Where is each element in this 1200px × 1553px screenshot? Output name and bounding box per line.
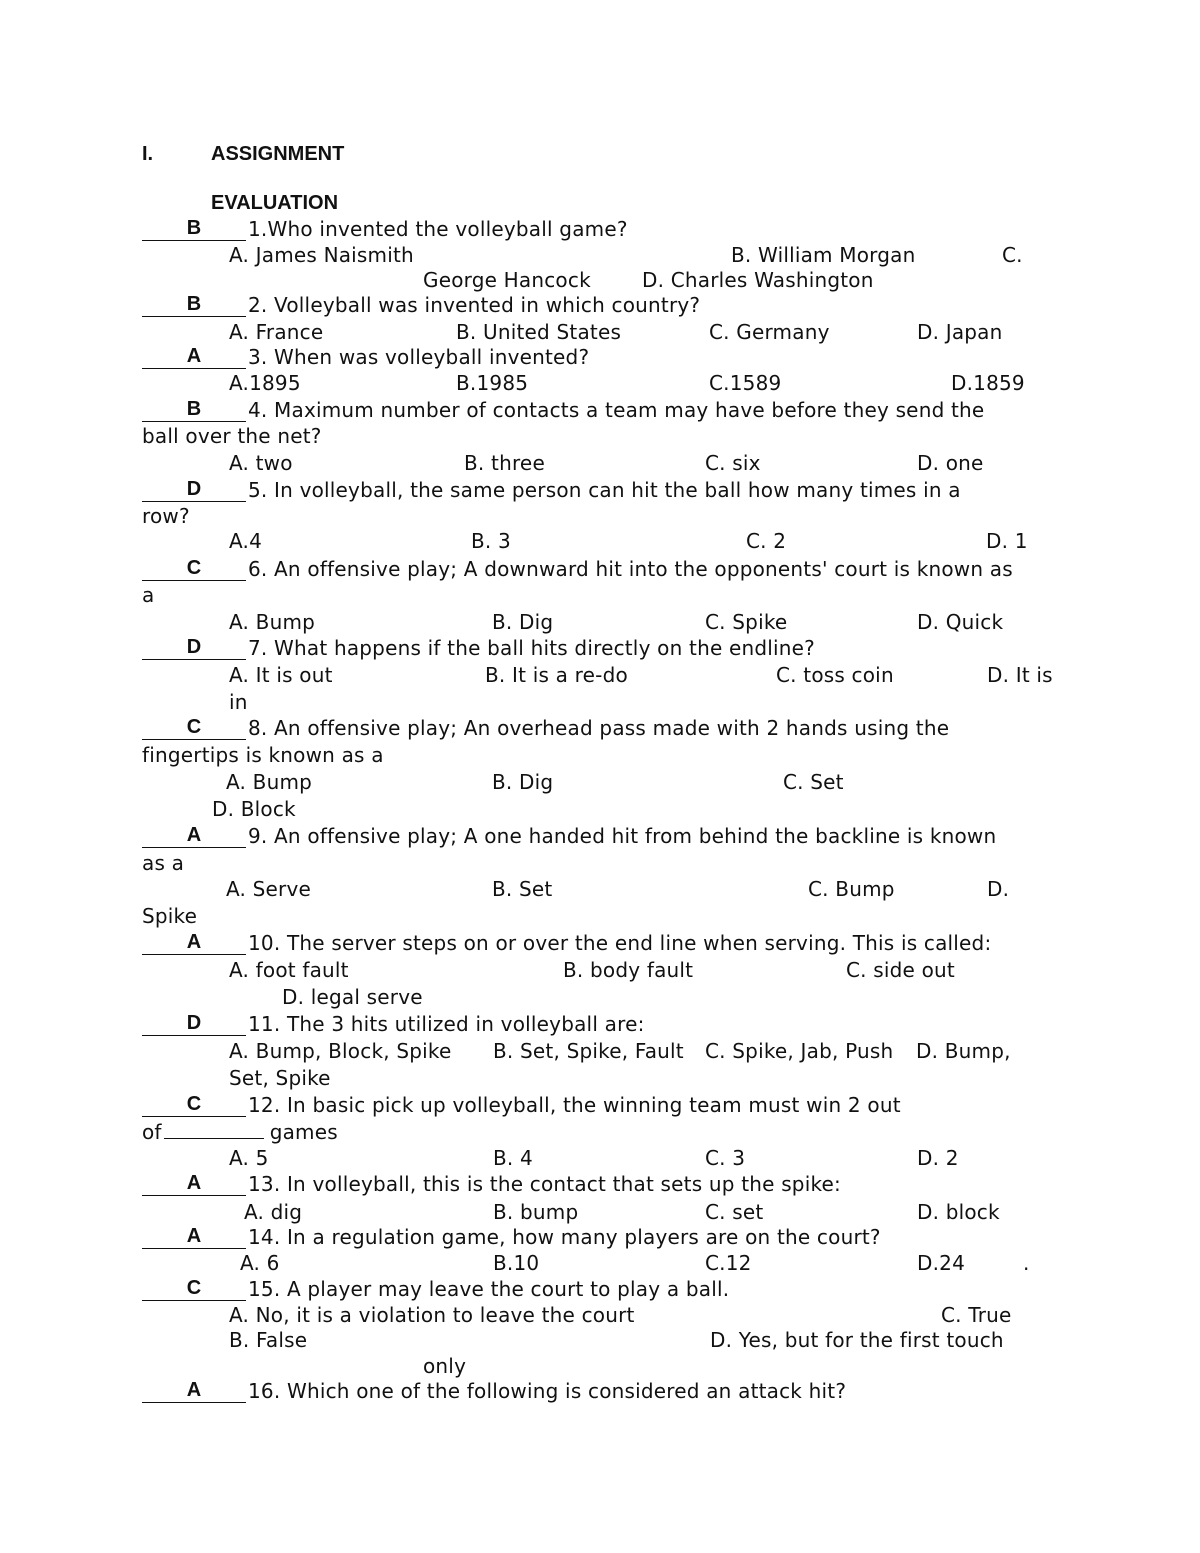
option: C. 2 bbox=[746, 529, 787, 553]
option: B. Dig bbox=[492, 610, 554, 634]
question-text: 9. An offensive play; A one handed hit from behind the backline is known bbox=[248, 824, 997, 848]
option: A. 6 bbox=[240, 1251, 280, 1275]
option: A. Serve bbox=[226, 877, 312, 901]
option: B.1985 bbox=[456, 371, 529, 395]
option: B. Set bbox=[492, 877, 553, 901]
answer-blank: C bbox=[142, 1092, 246, 1117]
fill-in-blank bbox=[164, 1120, 264, 1139]
option: C. Spike bbox=[705, 610, 788, 634]
option: C. six bbox=[705, 451, 761, 475]
option: Spike bbox=[142, 904, 198, 928]
option: C. bbox=[1002, 243, 1023, 267]
option: C. toss coin bbox=[776, 663, 894, 687]
option: D.24 bbox=[917, 1251, 966, 1275]
option: D. Bump, bbox=[916, 1039, 1011, 1063]
option: B. 3 bbox=[471, 529, 511, 553]
section-subtitle: EVALUATION bbox=[211, 192, 339, 214]
question-text: 5. In volleyball, the same person can hit the ball how many times in a bbox=[248, 478, 961, 502]
option: C. side out bbox=[846, 958, 955, 982]
option: D. Charles Washington bbox=[642, 268, 874, 292]
option: D. Quick bbox=[917, 610, 1004, 634]
answer-blank: D bbox=[142, 635, 246, 660]
question-text-cont: a bbox=[142, 583, 155, 607]
option: C. 3 bbox=[705, 1146, 746, 1170]
option: A. It is out bbox=[229, 663, 333, 687]
question-text: 14. In a regulation game, how many players are on the court? bbox=[248, 1225, 881, 1249]
answer-blank: C bbox=[142, 1276, 246, 1301]
option: A. dig bbox=[244, 1200, 303, 1224]
option: C. True bbox=[941, 1303, 1012, 1327]
option: D. 2 bbox=[917, 1146, 959, 1170]
option: D. Yes, but for the first touch bbox=[710, 1328, 1004, 1352]
question-text-cont bbox=[142, 1119, 338, 1145]
option: D. Japan bbox=[917, 320, 1003, 344]
option: A.1895 bbox=[229, 371, 301, 395]
option: D. It is bbox=[987, 663, 1053, 687]
option: B. Set, Spike, Fault bbox=[493, 1039, 684, 1063]
option: A.4 bbox=[229, 529, 263, 553]
option: C.12 bbox=[705, 1251, 752, 1275]
option: D. block bbox=[917, 1200, 1000, 1224]
option: Set, Spike bbox=[229, 1066, 331, 1090]
answer-blank: A bbox=[142, 1171, 246, 1196]
answer-blank: D bbox=[142, 477, 246, 502]
question-text: 13. In volleyball, this is the contact that sets up the spike: bbox=[248, 1172, 841, 1196]
answer-blank: C bbox=[142, 556, 246, 581]
answer-blank: B bbox=[142, 292, 246, 317]
question-text-cont: ball over the net? bbox=[142, 424, 322, 448]
option: in bbox=[229, 690, 248, 714]
option: B. False bbox=[229, 1328, 308, 1352]
option: C. Set bbox=[783, 770, 844, 794]
option: C. Spike, Jab, Push bbox=[705, 1039, 894, 1063]
option: C.1589 bbox=[709, 371, 782, 395]
question-text-cont: as a bbox=[142, 851, 185, 875]
answer-blank: D bbox=[142, 1011, 246, 1036]
option: B. William Morgan bbox=[731, 243, 916, 267]
option: A. James Naismith bbox=[229, 243, 414, 267]
answer-blank: A bbox=[142, 1378, 246, 1403]
option: B. It is a re-do bbox=[485, 663, 628, 687]
option: B. United States bbox=[456, 320, 622, 344]
option: C. Bump bbox=[808, 877, 895, 901]
section-numeral: I. bbox=[142, 143, 154, 165]
option: D.1859 bbox=[951, 371, 1025, 395]
option: B. Dig bbox=[492, 770, 554, 794]
option: A. two bbox=[229, 451, 293, 475]
option: only bbox=[423, 1354, 467, 1378]
answer-blank: A bbox=[142, 344, 246, 369]
option: D. one bbox=[917, 451, 984, 475]
answer-blank: A bbox=[142, 823, 246, 848]
option: D. Block bbox=[212, 797, 296, 821]
option: B. 4 bbox=[493, 1146, 533, 1170]
option: A. No, it is a violation to leave the court bbox=[229, 1303, 635, 1327]
section-title: ASSIGNMENT bbox=[211, 143, 345, 165]
option: B. body fault bbox=[563, 958, 694, 982]
option: D. bbox=[987, 877, 1010, 901]
question-text: 1.Who invented the volleyball game? bbox=[248, 217, 628, 241]
cont-pre: of bbox=[142, 1120, 162, 1144]
answer-blank: B bbox=[142, 397, 246, 422]
option: A. 5 bbox=[229, 1146, 269, 1170]
question-text: 3. When was volleyball invented? bbox=[248, 345, 590, 369]
option: A. France bbox=[229, 320, 324, 344]
answer-blank: A bbox=[142, 1224, 246, 1249]
cont-post: games bbox=[269, 1120, 338, 1144]
option: C. set bbox=[705, 1200, 764, 1224]
answer-blank: B bbox=[142, 216, 246, 241]
answer-blank: C bbox=[142, 715, 246, 740]
question-text: 6. An offensive play; A downward hit into the opponents' court is known as bbox=[248, 557, 1013, 581]
option: A. Bump bbox=[229, 610, 316, 634]
question-text: 12. In basic pick up volleyball, the winning team must win 2 out bbox=[248, 1093, 901, 1117]
option: D. 1 bbox=[986, 529, 1028, 553]
option: B. bump bbox=[493, 1200, 579, 1224]
answer-blank: A bbox=[142, 930, 246, 955]
question-text: 8. An offensive play; An overhead pass made with 2 hands using the bbox=[248, 716, 950, 740]
question-text: 4. Maximum number of contacts a team may have before they send the bbox=[248, 398, 985, 422]
question-text-cont: fingertips is known as a bbox=[142, 743, 384, 767]
option: George Hancock bbox=[423, 268, 591, 292]
option: A. Bump bbox=[226, 770, 313, 794]
question-text: 16. Which one of the following is considered an attack hit? bbox=[248, 1379, 847, 1403]
question-text-cont: row? bbox=[142, 504, 190, 528]
option: . bbox=[1023, 1251, 1030, 1275]
question-text: 15. A player may leave the court to play a ball. bbox=[248, 1277, 730, 1301]
question-text: 11. The 3 hits utilized in volleyball are: bbox=[248, 1012, 645, 1036]
option: A. Bump, Block, Spike bbox=[229, 1039, 452, 1063]
option: A. foot fault bbox=[229, 958, 349, 982]
option: C. Germany bbox=[709, 320, 830, 344]
question-text: 7. What happens if the ball hits directly on the endline? bbox=[248, 636, 815, 660]
option: D. legal serve bbox=[282, 985, 423, 1009]
question-text: 2. Volleyball was invented in which country? bbox=[248, 293, 701, 317]
option: B.10 bbox=[493, 1251, 540, 1275]
option: B. three bbox=[464, 451, 545, 475]
question-text: 10. The server steps on or over the end line when serving. This is called: bbox=[248, 931, 992, 955]
